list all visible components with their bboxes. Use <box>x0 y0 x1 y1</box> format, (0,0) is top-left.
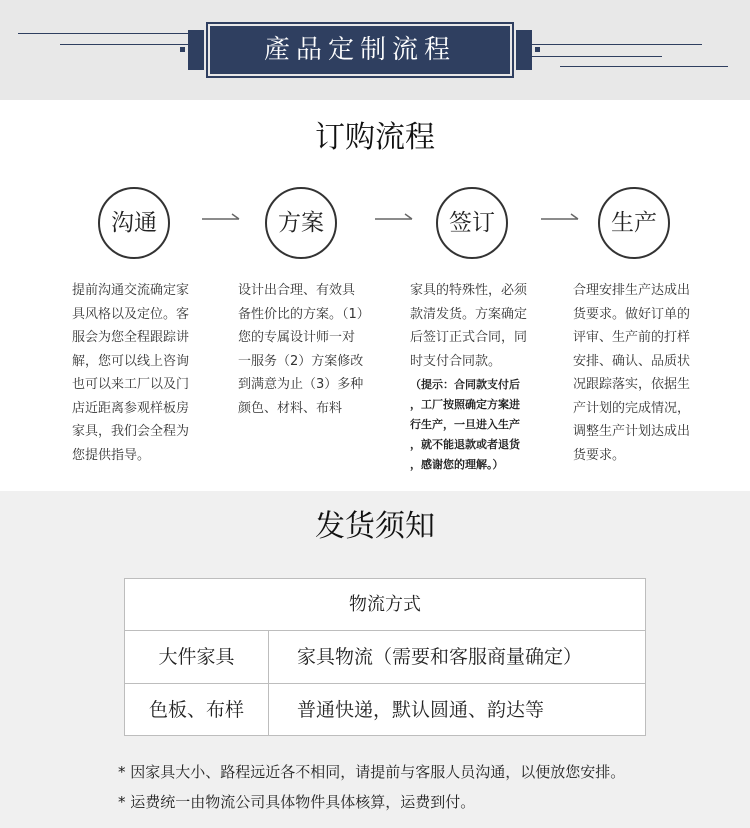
step-circle-sign <box>436 187 508 259</box>
table-cell-method: 普通快递，默认圆通、韵达等 <box>297 699 545 721</box>
table-cell-method: 家具物流（需要和客服商量确定） <box>297 646 583 668</box>
table-cell-item: 色板、布样 <box>125 684 269 736</box>
shipping-note: * 因家具大小、路程远近各不相同，请提前与客服人员沟通，以便放您安排。 <box>118 763 626 781</box>
step-circle-produce <box>598 187 670 259</box>
step-description-sign: 家具的特殊性，必须 款清发货。方案确定 后签订正式合同，同 时支付合同款。 （提示：合同款支付后 ，工厂按照确定方案进 行生产，一旦进入生产 ，就不能退款或者退货 ，感谢您的理解。） <box>410 279 550 475</box>
arrow-right-icon <box>540 212 580 226</box>
table-row <box>125 684 645 736</box>
step-circle-communicate <box>98 187 170 259</box>
order-process-heading: 订购流程 <box>315 120 435 155</box>
arrow-right-icon <box>374 212 414 226</box>
logistics-table <box>124 578 646 736</box>
title-banner <box>0 0 750 100</box>
step-label: 生产 <box>611 210 657 236</box>
banner-dot <box>535 47 540 52</box>
step-description-plan: 设计出合理、有效具 备性价比的方案。（1） 您的专属设计师一对 一服务（2）方案修改 到满意为止（3）多种 颜色、材料、布料 <box>238 283 370 416</box>
step-label: 签订 <box>449 210 495 236</box>
banner-cap <box>516 30 532 70</box>
step-circle-plan <box>265 187 337 259</box>
payment-note: （提示：合同款支付后 ，工厂按照确定方案进 行生产，一旦进入生产 ，就不能退款或者退货 ，感谢您的理解。） <box>410 378 520 471</box>
step-label: 沟通 <box>111 210 157 236</box>
table-row <box>125 631 645 684</box>
banner-badge <box>210 26 510 74</box>
step-description-produce: 合理安排生产达成出 货要求。做好订单的 评审、生产前的打样 安排、确认、品质状 况跟踪落实，依据生 产计划的完成情况， 调整生产计划达成出 货要求。 <box>573 283 691 463</box>
step-description-communicate: 提前沟通交流确定家 具风格以及定位。客 服会为您全程跟踪讲 解，您可以线上咨询 也可以来工厂以及门 店近距离参观样板房 家具，我们会全程为 您提供指导。 <box>72 283 190 463</box>
shipping-heading: 发货须知 <box>315 509 435 544</box>
banner-line <box>18 33 198 34</box>
table-cell-item: 大件家具 <box>125 631 269 683</box>
banner-cap <box>188 30 204 70</box>
shipping-note: * 运费统一由物流公司具体物件具体核算，运费到付。 <box>118 793 476 811</box>
banner-dot <box>180 47 185 52</box>
banner-line <box>522 56 662 57</box>
arrow-right-icon <box>201 212 241 226</box>
banner-title: 產品定制流程 <box>263 35 456 65</box>
banner-line <box>522 44 702 45</box>
table-header: 物流方式 <box>125 579 645 631</box>
banner-line <box>560 66 728 67</box>
banner-line <box>60 44 198 45</box>
step-label: 方案 <box>278 210 324 236</box>
